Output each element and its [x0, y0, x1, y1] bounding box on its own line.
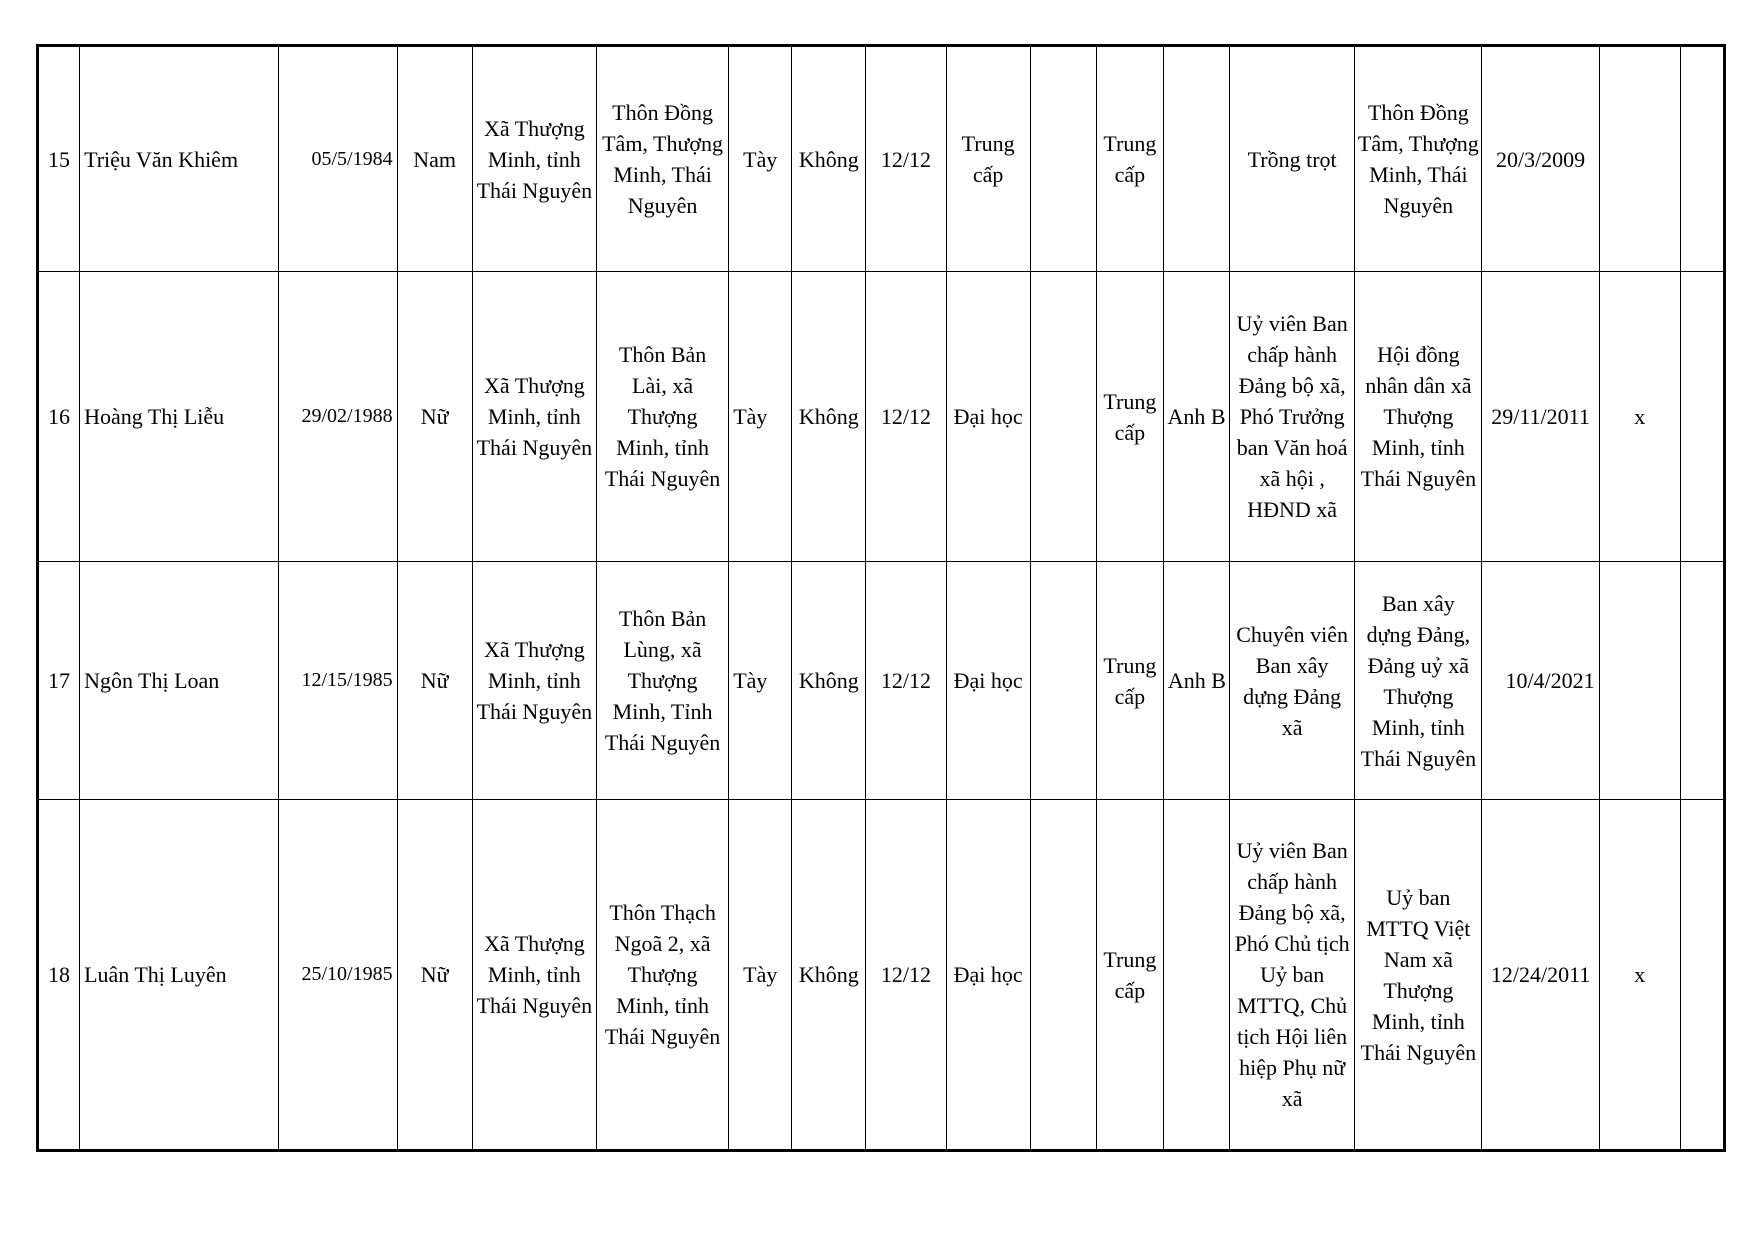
professional-level: Trung cấp	[946, 46, 1030, 272]
mark-cell-2	[1680, 800, 1724, 1151]
row-number: 17	[38, 562, 80, 800]
political-theory: Trung cấp	[1096, 272, 1163, 562]
hometown: Xã Thượng Minh, tỉnh Thái Nguyên	[472, 272, 596, 562]
religion: Không	[792, 46, 866, 272]
party-join-date: 12/24/2011	[1482, 800, 1599, 1151]
full-name: Hoàng Thị Liễu	[80, 272, 279, 562]
religion: Không	[792, 272, 866, 562]
residence: Thôn Bản Lùng, xã Thượng Minh, Tỉnh Thái Nguyên	[596, 562, 728, 800]
professional-level: Đại học	[946, 272, 1030, 562]
mark-cell-2	[1680, 46, 1724, 272]
professional-level: Đại học	[946, 800, 1030, 1151]
gender: Nữ	[397, 800, 472, 1151]
workplace: Thôn Đồng Tâm, Thượng Minh, Thái Nguyên	[1355, 46, 1482, 272]
mark-cell-2	[1680, 272, 1724, 562]
hometown: Xã Thượng Minh, tỉnh Thái Nguyên	[472, 46, 596, 272]
professional-level: Đại học	[946, 562, 1030, 800]
ethnicity: Tày	[729, 562, 792, 800]
occupation: Uỷ viên Ban chấp hành Đảng bộ xã, Phó Chủ tịch Uỷ ban MTTQ, Chủ tịch Hội liên hiệp Phụ nữ xã	[1230, 800, 1355, 1151]
empty-cell	[1030, 272, 1096, 562]
mark-cell	[1599, 562, 1680, 800]
ethnicity: Tày	[729, 272, 792, 562]
table-row	[38, 46, 1725, 272]
occupation: Chuyên viên Ban xây dựng Đảng xã	[1230, 562, 1355, 800]
workplace: Ban xây dựng Đảng, Đảng uỷ xã Thượng Minh, tỉnh Thái Nguyên	[1355, 562, 1482, 800]
residence: Thôn Đồng Tâm, Thượng Minh, Thái Nguyên	[596, 46, 728, 272]
empty-cell	[1030, 562, 1096, 800]
ethnicity: Tày	[729, 800, 792, 1151]
occupation: Trồng trọt	[1230, 46, 1355, 272]
mark-cell: x	[1599, 800, 1680, 1151]
occupation: Uỷ viên Ban chấp hành Đảng bộ xã, Phó Trưởng ban Văn hoá xã hội , HĐND xã	[1230, 272, 1355, 562]
empty-cell	[1030, 800, 1096, 1151]
full-name: Ngôn Thị Loan	[80, 562, 279, 800]
foreign-language	[1163, 800, 1229, 1151]
date-of-birth: 05/5/1984	[279, 46, 397, 272]
gender: Nam	[397, 46, 472, 272]
row-number: 15	[38, 46, 80, 272]
religion: Không	[792, 562, 866, 800]
foreign-language	[1163, 46, 1229, 272]
row-number: 16	[38, 272, 80, 562]
political-theory: Trung cấp	[1096, 46, 1163, 272]
foreign-language: Anh B	[1163, 562, 1229, 800]
date-of-birth: 25/10/1985	[279, 800, 397, 1151]
residence: Thôn Bản Lài, xã Thượng Minh, tỉnh Thái Nguyên	[596, 272, 728, 562]
date-of-birth: 29/02/1988	[279, 272, 397, 562]
workplace: Hội đồng nhân dân xã Thượng Minh, tỉnh Thái Nguyên	[1355, 272, 1482, 562]
ethnicity: Tày	[729, 46, 792, 272]
party-join-date: 10/4/2021	[1482, 562, 1599, 800]
mark-cell: x	[1599, 272, 1680, 562]
table-row	[38, 562, 1725, 800]
party-join-date: 20/3/2009	[1482, 46, 1599, 272]
political-theory: Trung cấp	[1096, 800, 1163, 1151]
empty-cell	[1030, 46, 1096, 272]
full-name: Triệu Văn Khiêm	[80, 46, 279, 272]
row-number: 18	[38, 800, 80, 1151]
mark-cell-2	[1680, 562, 1724, 800]
table-row	[38, 272, 1725, 562]
hometown: Xã Thượng Minh, tỉnh Thái Nguyên	[472, 562, 596, 800]
general-education: 12/12	[866, 46, 946, 272]
gender: Nữ	[397, 272, 472, 562]
general-education: 12/12	[866, 272, 946, 562]
general-education: 12/12	[866, 562, 946, 800]
religion: Không	[792, 800, 866, 1151]
date-of-birth: 12/15/1985	[279, 562, 397, 800]
foreign-language: Anh B	[1163, 272, 1229, 562]
party-join-date: 29/11/2011	[1482, 272, 1599, 562]
general-education: 12/12	[866, 800, 946, 1151]
political-theory: Trung cấp	[1096, 562, 1163, 800]
hometown: Xã Thượng Minh, tỉnh Thái Nguyên	[472, 800, 596, 1151]
table-row	[38, 800, 1725, 1151]
gender: Nữ	[397, 562, 472, 800]
candidate-table	[36, 44, 1726, 1152]
workplace: Uỷ ban MTTQ Việt Nam xã Thượng Minh, tỉnh Thái Nguyên	[1355, 800, 1482, 1151]
full-name: Luân Thị Luyên	[80, 800, 279, 1151]
residence: Thôn Thạch Ngoã 2, xã Thượng Minh, tỉnh Thái Nguyên	[596, 800, 728, 1151]
mark-cell	[1599, 46, 1680, 272]
